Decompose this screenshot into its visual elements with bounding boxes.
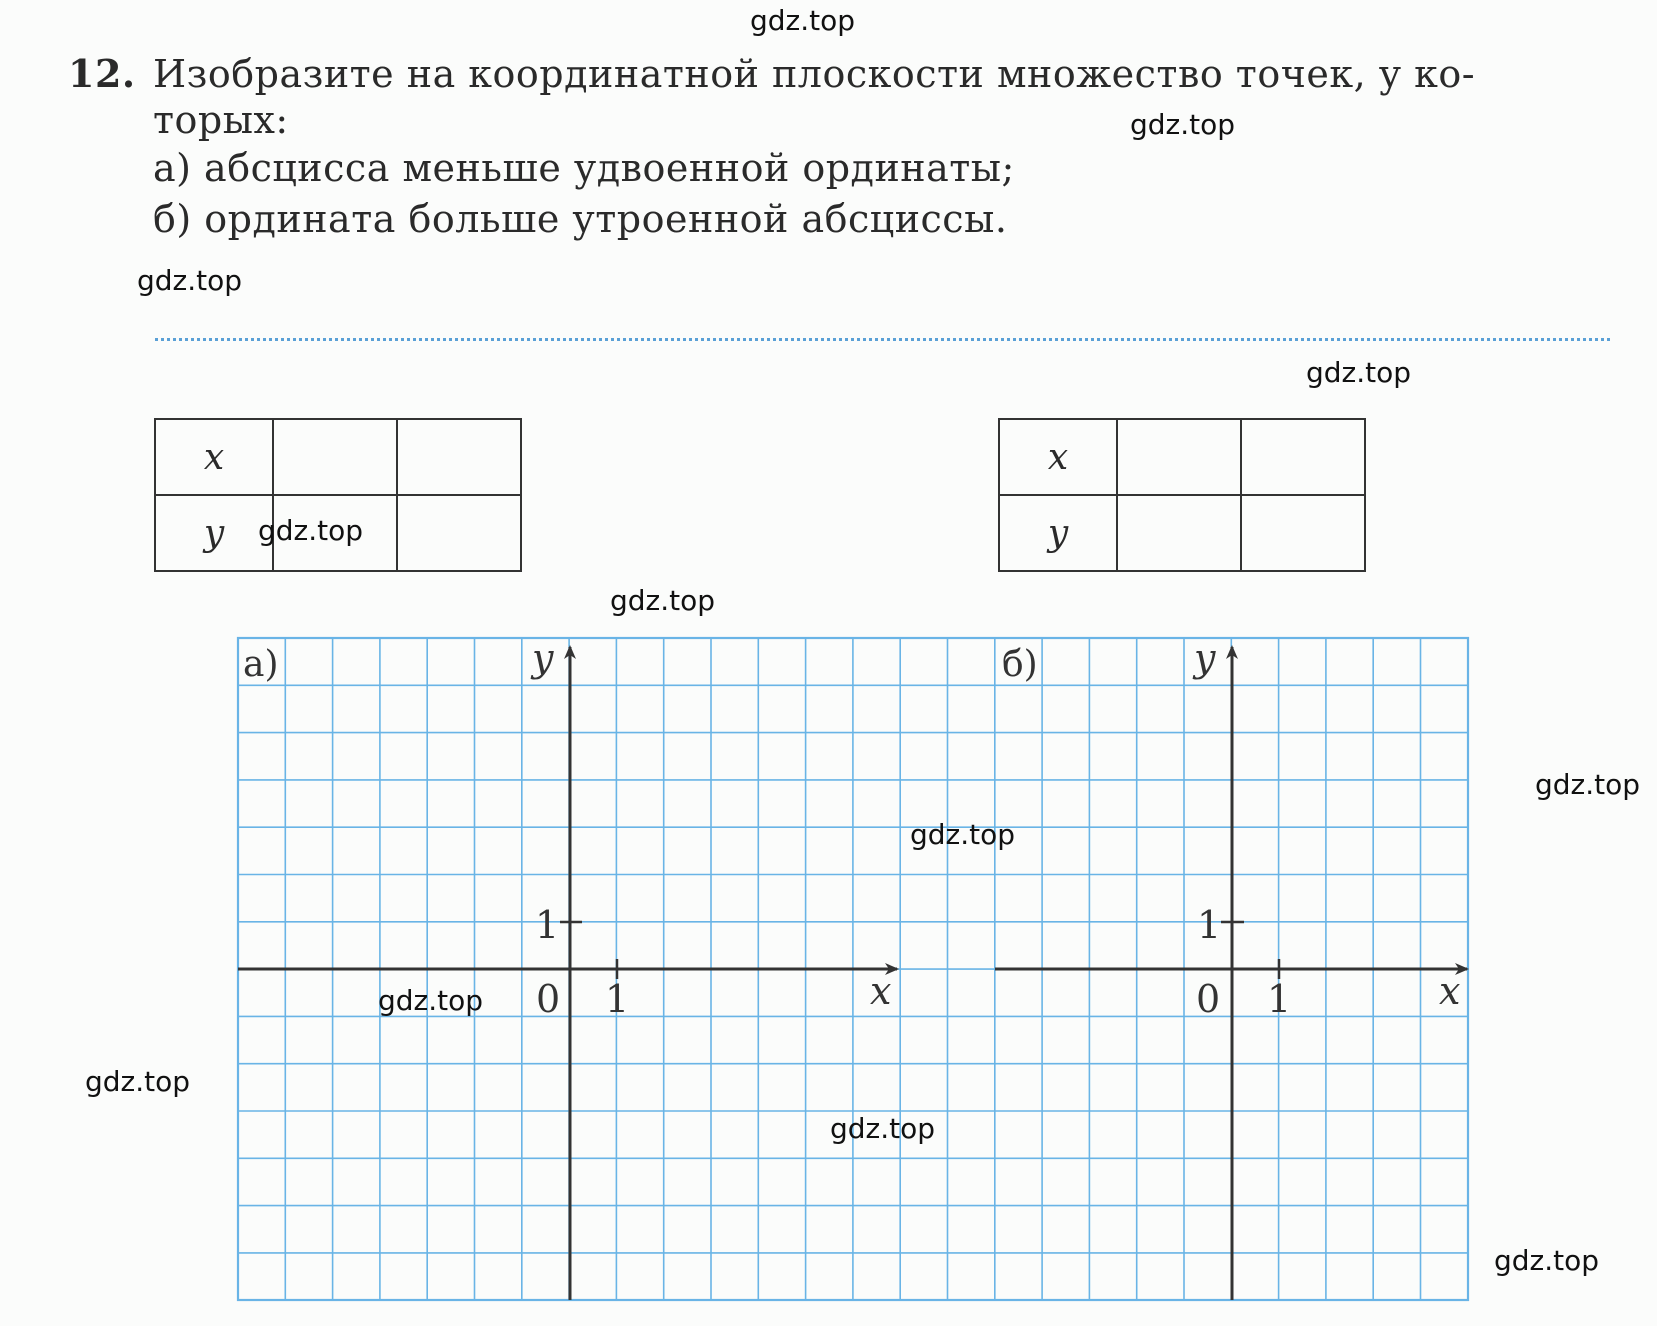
table-y-label: y bbox=[155, 495, 273, 571]
graph-a-origin-label: 0 bbox=[536, 977, 561, 1021]
task-part-a: а) абсцисса меньше удвоенной ординаты; bbox=[153, 146, 1015, 190]
watermark: gdz.top bbox=[85, 1065, 191, 1098]
graph-b-label: б) bbox=[1002, 644, 1038, 685]
watermark: gdz.top bbox=[750, 4, 856, 37]
watermark: gdz.top bbox=[1130, 108, 1236, 141]
watermark: gdz.top bbox=[1306, 356, 1412, 389]
watermark: gdz.top bbox=[830, 1112, 936, 1145]
watermark: gdz.top bbox=[378, 984, 484, 1017]
table-x-label: x bbox=[999, 419, 1117, 495]
graph-a-y-unit-label: 1 bbox=[535, 903, 560, 947]
task-line-1: Изобразите на координатной плоскости множество точек, у ко- bbox=[153, 52, 1476, 96]
watermark: gdz.top bbox=[1494, 1244, 1600, 1277]
watermark: gdz.top bbox=[610, 584, 716, 617]
graph-a-y-label: y bbox=[532, 636, 554, 680]
watermark: gdz.top bbox=[1535, 768, 1641, 801]
task-part-b: б) ордината больше утроенной абсциссы. bbox=[153, 197, 1008, 241]
graph-a-label: а) bbox=[243, 644, 279, 685]
graph-b-x-label: x bbox=[1439, 969, 1461, 1013]
task-number: 12. bbox=[68, 51, 136, 96]
watermark: gdz.top bbox=[910, 818, 1016, 851]
graph-b-x-unit-label: 1 bbox=[1267, 977, 1292, 1021]
graph-b-origin-label: 0 bbox=[1196, 977, 1221, 1021]
table-x-label: x bbox=[155, 419, 273, 495]
graph-a-x-unit-label: 1 bbox=[605, 977, 630, 1021]
task-line-2: торых: bbox=[153, 98, 289, 142]
watermark: gdz.top bbox=[137, 264, 243, 297]
graph-b-y-unit-label: 1 bbox=[1197, 903, 1222, 947]
graph-a-x-label: x bbox=[870, 969, 892, 1013]
watermark: gdz.top bbox=[258, 514, 364, 547]
table-y-label: y bbox=[999, 495, 1117, 571]
graph-b-y-label: y bbox=[1194, 636, 1216, 680]
